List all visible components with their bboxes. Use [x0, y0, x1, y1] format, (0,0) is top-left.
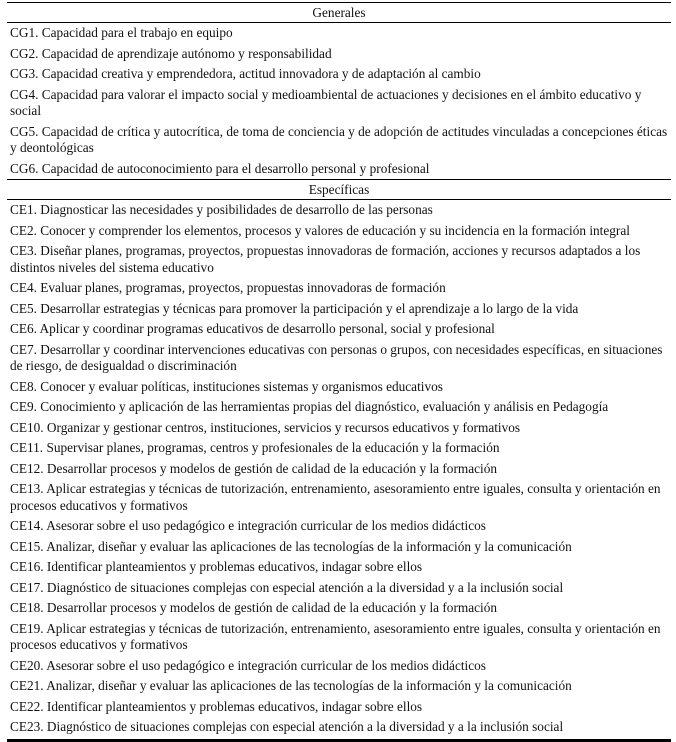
table-row: CE22. Identificar planteamientos y problemas educativos, indagar sobre ellos [10, 698, 423, 714]
table-row: CE11. Supervisar planes, programas, centros y profesionales de la educación y la formación [10, 440, 500, 455]
section-header-especificas: Específicas [7, 179, 671, 200]
table-row: CE7. Desarrollar y coordinar intervenciones educativas con personas o grupos, con necesidades específicas, en situaciones de riesgo, de desigualdad o discriminación [10, 341, 663, 373]
table-row: CG2. Capacidad de aprendizaje autónomo y responsabilidad [10, 45, 332, 61]
table-row: CG3. Capacidad creativa y emprendedora, actitud innovadora y de adaptación al cambio [10, 66, 481, 81]
table-row: CE17. Diagnóstico de situaciones complejas con especial atención a la diversidad y a la inclusión social [10, 579, 564, 595]
table-row: CE3. Diseñar planes, programas, proyectos, propuestas innovadoras de formación, acciones y recursos adaptados a los distintos niveles del sistema educativo [10, 243, 641, 275]
table-row: CE21. Analizar, diseñar y evaluar las aplicaciones de las tecnologías de la información y la comunicación [10, 678, 572, 693]
table-row: CE19. Aplicar estrategias y técnicas de tutorización, entrenamiento, asesoramiento entre iguales, consulta y orientación en procesos educativos y formativos [10, 620, 661, 652]
table-row: CE20. Asesorar sobre el uso pedagógico e integración curricular de los medios didácticos [10, 657, 486, 673]
table-row: CE4. Evaluar planes, programas, proyectos, propuestas innovadoras de formación [10, 280, 446, 295]
especificas-rows [7, 200, 671, 738]
table-row: CE8. Conocer y evaluar políticas, instituciones sistemas y organismos educativos [10, 378, 443, 394]
section-header-generales: Generales [7, 2, 671, 23]
table-row: CE5. Desarrollar estrategias y técnicas para promover la participación y el aprendizaje a lo largo de la vida [10, 300, 579, 316]
table-row: CE23. Diagnóstico de situaciones complejas con especial atención a la diversidad y a la inclusión social [10, 719, 564, 734]
table-row: CE9. Conocimiento y aplicación de las herramientas propias del diagnóstico, evaluación y análisis en Pedagogía [10, 399, 609, 414]
table-row: CE1. Diagnosticar las necesidades y posibilidades de desarrollo de las personas [10, 202, 433, 217]
table-row: CG5. Capacidad de crítica y autocrítica, de toma de conciencia y de adopción de actitudes vinculadas a concepciones éticas y deontológicas [10, 123, 668, 155]
table-row: CE16. Identificar planteamientos y problemas educativos, indagar sobre ellos [10, 559, 423, 574]
table-bottom-rule [7, 739, 671, 742]
generales-rows [7, 23, 671, 179]
table-row: CE18. Desarrollar procesos y modelos de gestión de calidad de la educación y la formación [10, 600, 498, 615]
table-row: CE2. Conocer y comprender los elementos, procesos y valores de educación y su incidencia en la formación integral [10, 222, 630, 238]
table-row: CE10. Organizar y gestionar centros, instituciones, servicios y recursos educativos y formativos [10, 419, 521, 435]
table-row: CE6. Aplicar y coordinar programas educativos de desarrollo personal, social y profesional [10, 321, 495, 336]
table-row: CG6. Capacidad de autoconocimiento para el desarrollo personal y profesional [10, 160, 430, 176]
table-row: CE15. Analizar, diseñar y evaluar las aplicaciones de las tecnologías de la información y la comunicación [10, 538, 572, 554]
table-row: CE12. Desarrollar procesos y modelos de gestión de calidad de la educación y la formación [10, 460, 498, 476]
competencies-table [7, 2, 671, 742]
table-row: CG4. Capacidad para valorar el impacto social y medioambiental de actuaciones y decisiones en el ámbito educativo y social [10, 86, 642, 118]
table-row: CE13. Aplicar estrategias y técnicas de tutorización, entrenamiento, asesoramiento entre iguales, consulta y orientación en procesos educativos y formativos [10, 481, 661, 513]
table-row: CE14. Asesorar sobre el uso pedagógico e integración curricular de los medios didácticos [10, 518, 486, 533]
table-row: CG1. Capacidad para el trabajo en equipo [10, 25, 233, 40]
